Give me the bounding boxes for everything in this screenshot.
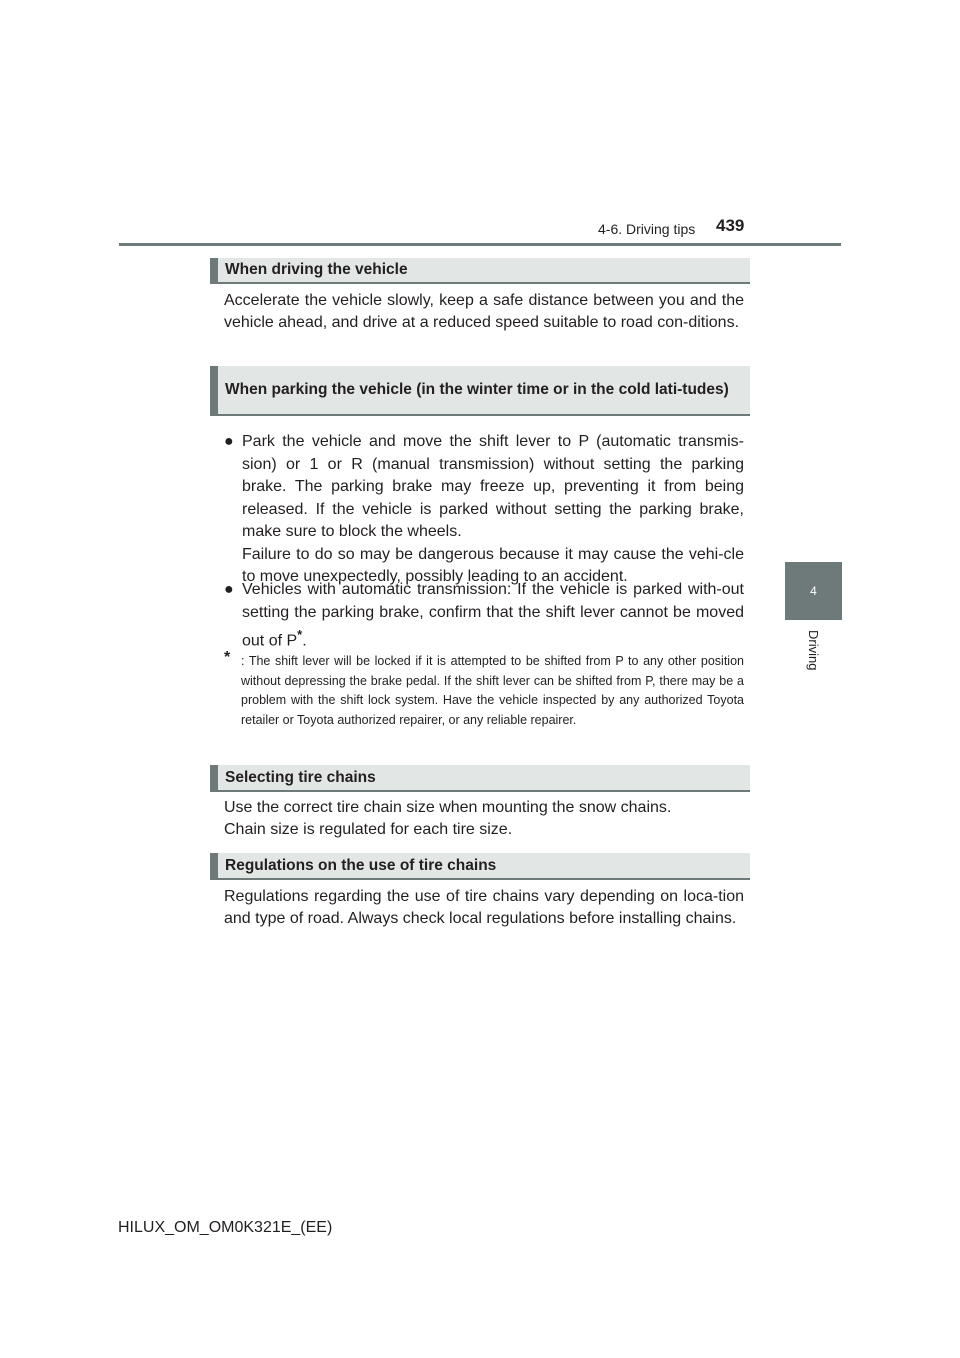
- heading-parking: When parking the vehicle (in the winter time or in the cold lati-tudes): [210, 366, 750, 416]
- footnote: [224, 649, 744, 730]
- tire-chains-paragraph: [224, 797, 744, 841]
- chapter-number: 4: [810, 584, 817, 598]
- parking-bullet-1: [224, 431, 744, 589]
- chapter-tab[interactable]: [785, 562, 842, 620]
- heading-driving: When driving the vehicle: [210, 258, 750, 284]
- footer-doc-code: HILUX_OM_OM0K321E_(EE): [118, 1219, 333, 1236]
- tire-chains-line-2: Chain size is regulated for each tire size.: [224, 821, 513, 838]
- bullet-1-text: Park the vehicle and move the shift lever to P (automatic transmis-sion) or 1 or R (manual transmission) without setting the parking brake. The parking brake may freeze up, preventing it from being released. If the vehicle is parked without setting the parking brake, make sure to block the wheels.: [242, 433, 744, 540]
- heading-tire-chains: Selecting tire chains: [210, 765, 750, 792]
- header-divider: [119, 243, 841, 246]
- header-section-title: 4-6. Driving tips: [598, 221, 696, 237]
- regulations-paragraph: Regulations regarding the use of tire chains vary depending on loca-tion and type of road. Always check local regulations before installing chains.: [224, 888, 744, 927]
- heading-regulations: Regulations on the use of tire chains: [210, 853, 750, 880]
- footnote-reference-mark: *: [297, 627, 303, 642]
- parking-bullet-2: [224, 579, 744, 653]
- tire-chains-line-1: Use the correct tire chain size when mounting the snow chains.: [224, 799, 672, 816]
- bullet-icon: ●: [224, 581, 234, 598]
- bullet-1-note: Failure to do so may be dangerous because it may cause the vehi-cle to move unexpectedly, possibly leading to an accident.: [242, 545, 744, 585]
- footnote-text: : The shift lever will be locked if it is attempted to be shifted from P to any other position without depressing the brake pedal. If the shift lever can be shifted from P, there may be a problem with the shift lock system. Have the vehicle inspected by any authorized Toyota retailer or Toyota authorized repairer, or any reliable repairer.: [241, 654, 744, 727]
- bullet-2-text: Vehicles with automatic transmission: If the vehicle is parked with-out setting the parking brake, confirm that the shift lever cannot be moved out of P: [242, 581, 744, 650]
- bullet-2-end: .: [302, 632, 307, 650]
- page-number: 439: [716, 216, 745, 235]
- bullet-icon: ●: [224, 433, 234, 450]
- footnote-mark: *: [224, 649, 231, 666]
- chapter-label: Driving: [806, 630, 821, 671]
- driving-paragraph: Accelerate the vehicle slowly, keep a safe distance between you and the vehicle ahead, and drive at a reduced speed suitable to road con-ditions.: [224, 292, 744, 331]
